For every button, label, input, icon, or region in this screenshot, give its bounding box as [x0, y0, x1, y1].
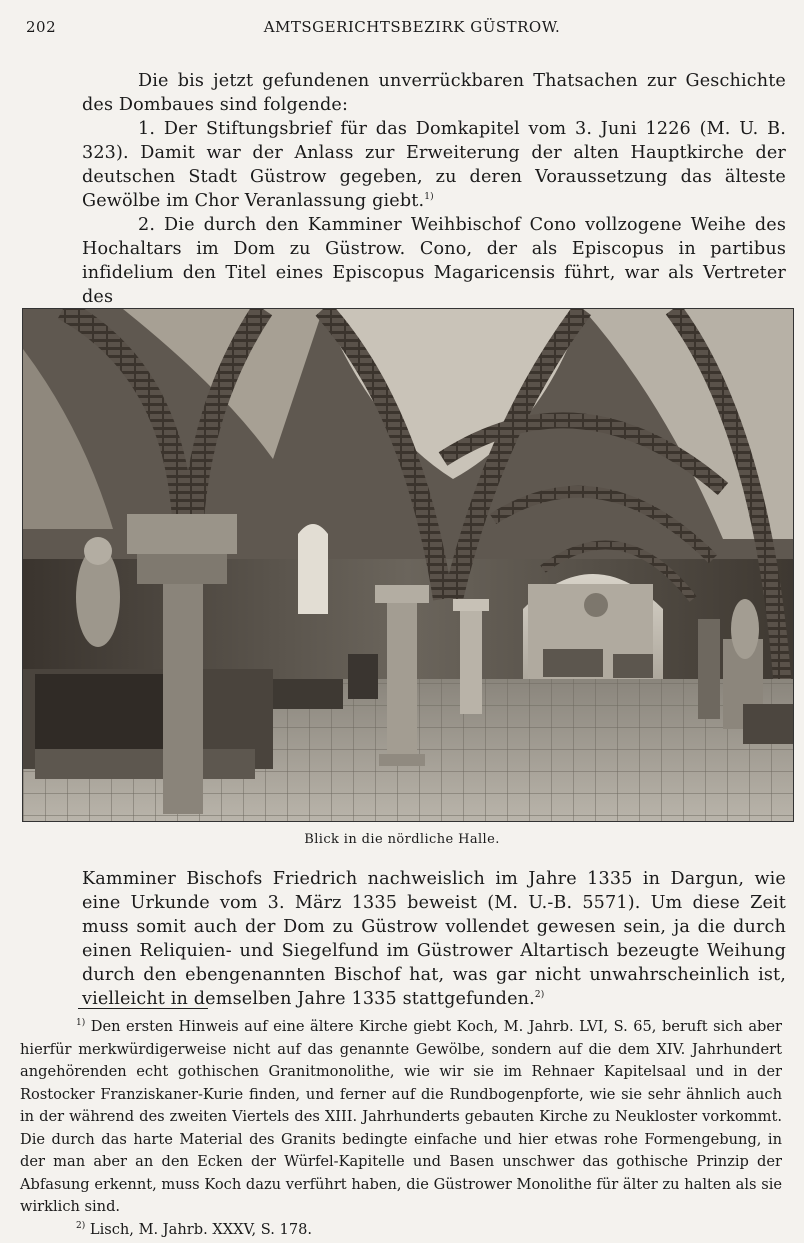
continuation-text [82, 867, 786, 1011]
footnote-ref-2: 2) [534, 990, 545, 1001]
footnote-2-text: Lisch, M. Jahrb. XXXV, S. 178. [85, 1220, 313, 1238]
intro-text [82, 69, 786, 309]
list-item-1 [82, 117, 786, 213]
footnotes [20, 1016, 782, 1241]
continuation-paragraph [82, 867, 786, 1011]
running-head [26, 18, 778, 40]
photo-north-hall [22, 308, 794, 822]
footnote-2 [20, 1219, 782, 1242]
list-item-1-text: 1. Der Stiftungsbrief für das Domkapitel vom 3. Juni 1226 (M. U. B. 323). Damit war der Anlass zur Erweiterung der alten Hauptkirche der deutschen Stadt Güstrow gegeben, zu deren Voraussetzung das älteste Gewölbe im Chor Veranlassung giebt. [82, 119, 786, 211]
footnote-ref-1: 1) [424, 192, 434, 203]
footnote-1-text: Den ersten Hinweis auf eine ältere Kirche giebt Koch, M. Jahrb. LVI, S. 65, beruft sich aber hierfür merkwürdigerweise nicht auf das genannte Gewölbe, sondern auf die dem XIV. Jahrhundert angehörenden echt gothischen Granitmonolithe, wie wir sie im Rehnaer Kapitelsaal und in der Rostocker Franziskaner-Kurie finden, und ferner auf die Rundbogenpforte, wie sie sehr ähnlich auch in der während des zweiten Viertels des XIII. Jahrhunderts gebauten Kirche zu Neukloster vorkommt. Die durch das harte Material des Granits bedingte einfache und hier etwas rohe Formengebung, in der man aber an den Ecken der Würfel-Kapitelle und Basen unschwer das gothische Prinzip der Abfasung erkennt, muss Koch dazu verführt haben, die Güstrower Monolithe für älter zu halten als sie wirklich sind. [20, 1018, 782, 1215]
footnote-divider [78, 1008, 208, 1009]
running-title: AMTSGERICHTSBEZIRK GÜSTROW. [263, 18, 561, 36]
footnote-2-mark: 2) [76, 1220, 86, 1231]
list-item-2: 2. Die durch den Kamminer Weihbischof Cono vollzogene Weihe des Hochaltars im Dom zu Güstrow. Cono, der als Episcopus in partibus infidelium den Titel eines Episcopus Magaricensis führt, war als Vertreter des [82, 215, 786, 307]
footnote-1 [20, 1016, 782, 1219]
intro-lead: Die bis jetzt gefundenen unverrückbaren Thatsachen zur Geschichte des Dombaues sind folgende: [82, 71, 786, 115]
photo-illustration [23, 309, 793, 821]
continuation-body: Kamminer Bischofs Friedrich nachweislich im Jahre 1335 in Dargun, wie eine Urkunde vom 3. März 1335 beweist (M. U.-B. 5571). Um diese Zeit muss somit auch der Dom zu Güstrow vollendet gewesen sein, ja die durch einen Reliquien- und Siegelfund im Güstrower Altartisch bezeugte Weihung durch den ebengenannten Bischof hat, was gar nicht unwahrscheinlich ist, vielleicht in demselben Jahre 1335 stattgefunden. [82, 869, 786, 1009]
page-number: 202 [26, 18, 57, 36]
figure-caption: Blick in die nördliche Halle. [304, 832, 500, 847]
footnote-1-mark: 1) [76, 1018, 86, 1029]
